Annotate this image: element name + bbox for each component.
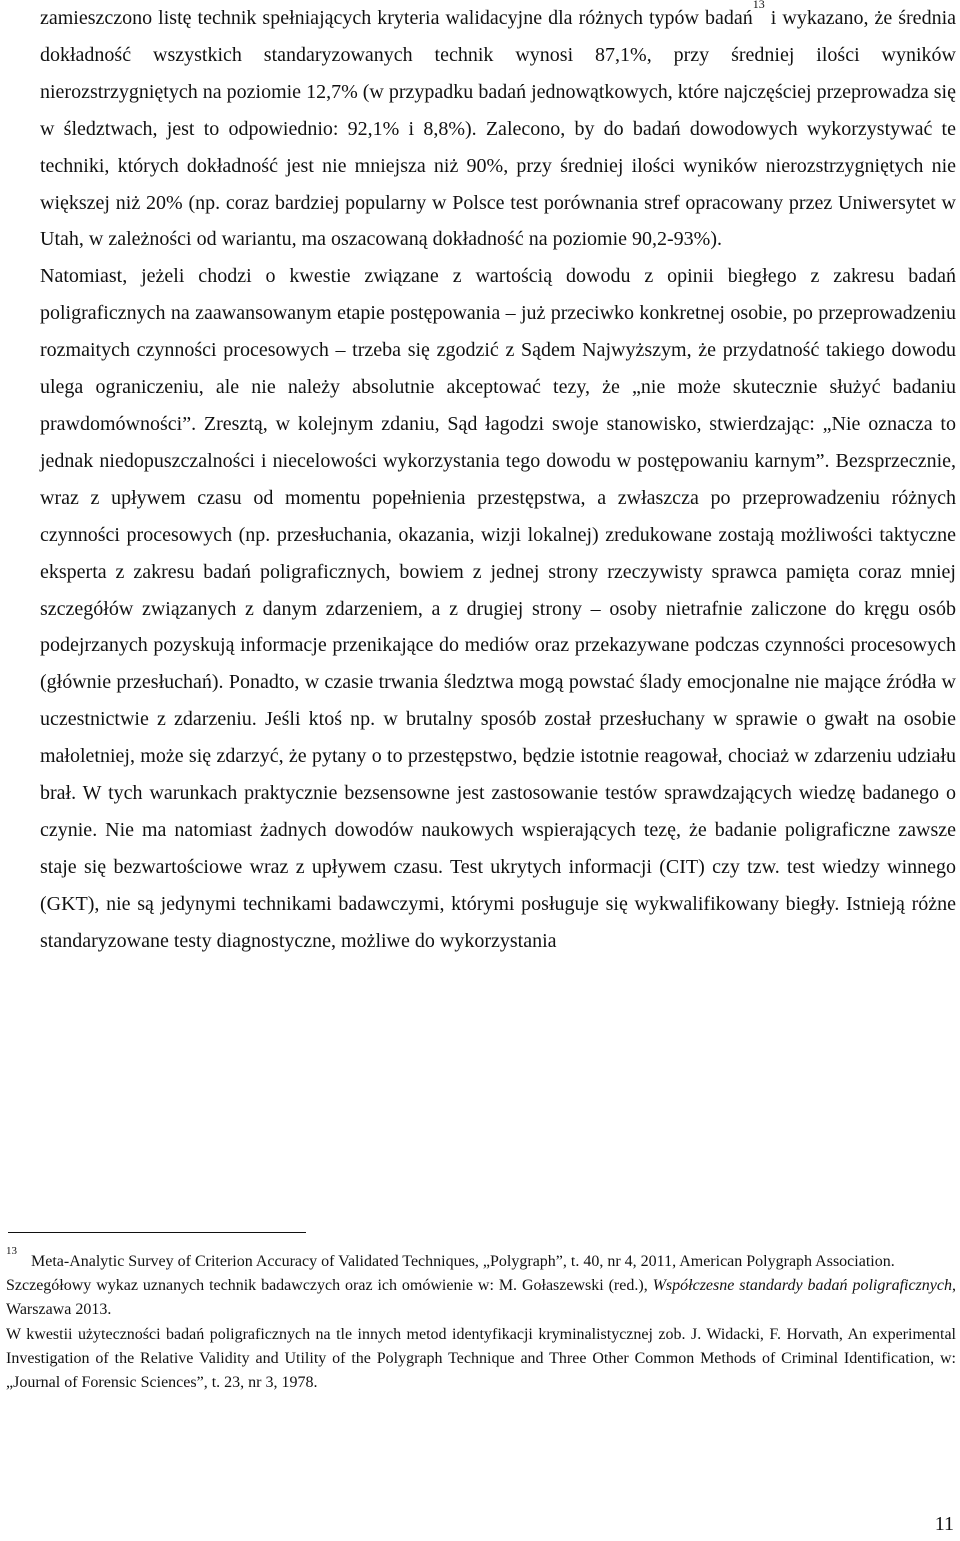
- footnote-13-line-3: W kwestii użyteczności badań poligraficznych na tle innych metod identyfikacji kryminalistycznej zob. J. Widacki, F. Horvath, An experimental Investigation of the Relative Validity and Utility of the Polygraph Technique and Three Other Common Methods of Criminal Identification, w: „Journal of Forensic Sciences”, t. 23, nr 3, 1978.: [6, 1325, 956, 1392]
- paragraph-2: Natomiast, jeżeli chodzi o kwestie związane z wartością dowodu z opinii biegłego z zakresu badań poligraficznych na zaawansowanym etapie postępowania – już przeciwko konkretnej osobie, po przeprowadzeniu rozmaitych czynności procesowych – trzeba się zgodzić z Sądem Najwyższym, że przydatność takiego dowodu ulega ograniczeniu, ale nie należy absolutnie akceptować tezy, że „nie może skutecznie służyć badaniu prawdomówności”. Zresztą, w kolejnym zdaniu, Sąd łagodzi swoje stanowisko, stwierdzając: „Nie oznacza to jednak niedopuszczalności i niecelowości wykorzystania tego dowodu w postępowaniu karnym”. Bezsprzecznie, wraz z upływem czasu od momentu popełnienia przestępstwa, a zwłaszcza po przeprowadzeniu różnych czynności procesowych (np. przesłuchania, okazania, wizji lokalnej) zredukowane zostają możliwości taktyczne eksperta z zakresu badań poligraficznych, bowiem z jednej strony rzeczywisty sprawca pamięta coraz mniej szczegółów związanych z danym zdarzeniem, a z drugiej strony – osoby nietrafnie zaliczone do kręgu osób podejrzanych pozyskują informacje przenikające do mediów oraz przekazywane podczas czynności procesowych (głównie przesłuchań). Ponadto, w czasie trwania śledztwa mogą powstać ślady emocjonalne nie mające źródła w uczestnictwie z zdarzeniu. Jeśli ktoś np. w brutalny sposób został przesłuchany w sprawie o gwałt na osobie małoletniej, może się zdarzyć, że pytany o to przestępstwo, będzie istotnie reagował, chociaż w zdarzeniu udziału brał. W tych warunkach praktycznie bezsensowne jest zastosowanie testów sprawdzających wiedzę badanego o czynie. Nie ma natomiast żadnych dowodów naukowych wspierających tezę, że badanie poligraficzne zawsze staje się bezwartościowe wraz z upływem czasu. Test ukrytych informacji (CIT) czy tzw. test wiedzy winnego (GKT), nie są jedynymi technikami badawczymi, którymi posługuje się wykwalifikowany biegły. Istnieją różne standaryzowane testy diagnostyczne, możliwe do wykorzystania: [40, 265, 956, 952]
- footnote-13: [6, 1244, 956, 1274]
- footnote-reference-13[interactable]: 13: [752, 0, 765, 12]
- footnote-13-line-2-text-a: Szczegółowy wykaz uznanych technik badawczych oraz ich omówienie w: M. Gołaszewski (red.),: [6, 1277, 653, 1295]
- footnote-separator: [8, 1232, 306, 1233]
- footnotes-section: [6, 1244, 957, 1395]
- paragraph-1-text: zamieszczono listę technik spełniających kryteria walidacyjne dla różnych typów badań: [40, 7, 753, 29]
- paragraph-1-continuation: i wykazano, że średnia dokładność wszystkich standaryzowanych technik wynosi 87,1%, przy średniej ilości wyników nierozstrzygniętych na poziomie 12,7% (w przypadku badań jednowątkowych, które najczęściej przeprowadza się w śledztwach, jest to odpowiednio: 92,1% i 8,8%). Zalecono, by do badań dowodowych wykorzystywać te techniki, których dokładność jest nie mniejsza niż 90%, przy średniej ilości wyników nierozstrzygniętych nie większej niż 20% (np. coraz bardziej popularny w Polsce test porównania stref opracowany przez Uniwersytet w Utah, w zależności od wariantu, ma oszacowaną dokładność na poziomie 90,2-93%).: [40, 7, 956, 251]
- footnote-13-line-1: Meta-Analytic Survey of Criterion Accuracy of Validated Techniques, „Polygraph”, t. 40, nr 4, 2011, American Polygraph Association.: [31, 1253, 895, 1270]
- footnote-13-line-2-text-b: , Warszawa 2013.: [6, 1277, 957, 1319]
- footnote-13-line-2: [6, 1274, 956, 1322]
- paragraph-1: [40, 0, 956, 258]
- page-number: 11: [934, 1513, 954, 1535]
- footnote-number: 13: [6, 1244, 17, 1257]
- main-text: [40, 0, 956, 960]
- footnote-13-book-title: Współczesne standardy badań poligraficznych: [652, 1277, 953, 1295]
